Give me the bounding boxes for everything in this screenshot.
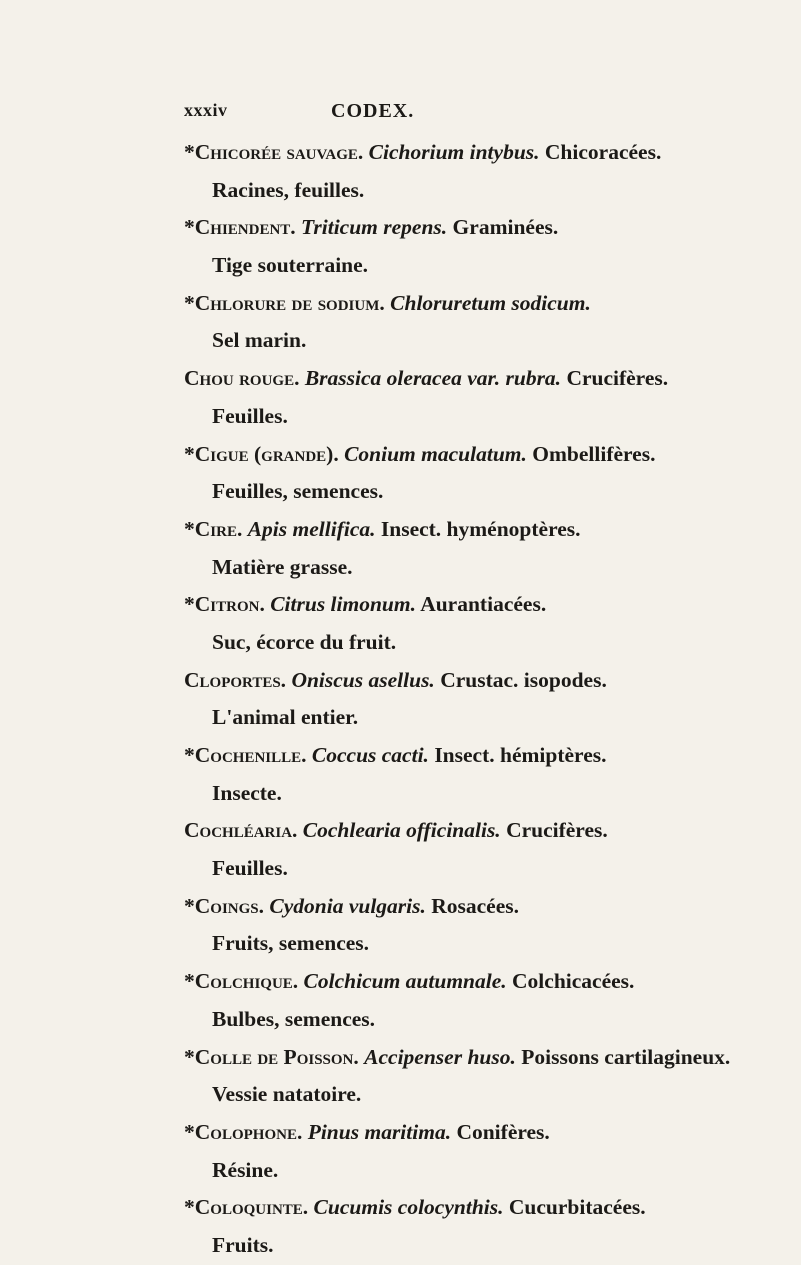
entry-name: Coloquinte. — [194, 1195, 309, 1220]
entry-latin: Apis mellifica. — [247, 516, 376, 541]
entry-family: Aurantiacées. — [420, 592, 547, 617]
entry-parts: Matière grasse. — [212, 554, 353, 579]
entry-parts: Bulbes, semences. — [212, 1006, 376, 1031]
entry-name: Chicorée — [194, 140, 282, 164]
entry-name: Colchique. — [194, 969, 299, 994]
entry-name: Chlorure — [194, 290, 287, 315]
entry-name: Citron. — [194, 592, 265, 617]
entry-name: Colophone. — [194, 1119, 303, 1144]
entry-head — [184, 586, 784, 624]
entry-name: Colle — [194, 1044, 252, 1069]
entry-family: Graminées. — [452, 215, 559, 240]
entry-name: Cochléaria. — [184, 818, 298, 843]
entry-head — [184, 662, 784, 700]
entry-star: * — [184, 592, 195, 617]
entry-family: Crustac. isopodes. — [440, 667, 607, 692]
entry-head — [184, 1189, 784, 1227]
entry-parts: Tige souterraine. — [212, 253, 369, 278]
entry-name: Cire. — [194, 516, 243, 541]
page-header — [184, 100, 704, 124]
entry-head — [184, 1114, 784, 1152]
entry-latin: Accipenser huso. — [364, 1044, 516, 1069]
entry-qualifier: rouge. — [239, 366, 300, 391]
entry-latin: Cydonia vulgaris. — [269, 893, 426, 918]
entry-latin: Coccus cacti. — [311, 743, 429, 767]
entry-head — [184, 963, 784, 1001]
entry-family: Conifères. — [456, 1119, 550, 1144]
entry-head — [184, 134, 784, 172]
entry-head — [184, 812, 784, 850]
entry-name: Cochenille. — [194, 743, 307, 767]
entry-family: Insect. hyménoptères. — [380, 516, 581, 541]
entry-parts: Suc, écorce du fruit. — [212, 629, 397, 654]
entry-latin: Triticum repens. — [301, 215, 448, 240]
entry-latin: Pinus maritima. — [307, 1119, 452, 1144]
entry-family: Rosacées. — [431, 893, 520, 918]
entry-family: Poissons cartilagineux. — [521, 1044, 731, 1069]
entry-head — [184, 209, 784, 247]
entry-family: Insect. hémiptères. — [434, 743, 607, 767]
entry-parts: Vessie natatoire. — [212, 1082, 362, 1107]
entry-latin: Brassica oleracea var. rubra. — [304, 366, 562, 391]
entry-head — [184, 888, 784, 926]
entry-parts: Feuilles, semences. — [212, 479, 384, 504]
entry-head — [184, 436, 784, 474]
entry-name: Chou — [184, 366, 234, 391]
entry-name: Cloportes. — [184, 667, 287, 692]
entry-parts: Fruits, semences. — [212, 931, 370, 956]
entry-star: * — [184, 441, 195, 466]
entry-name: Cigue — [194, 441, 249, 466]
entry-parts: Racines, feuilles. — [212, 177, 365, 202]
entry-family: Ombellifères. — [532, 441, 656, 466]
entry-head — [184, 1039, 784, 1077]
entry-star: * — [184, 516, 195, 541]
entry-latin: Chloruretum sodicum. — [390, 290, 591, 315]
entry-parts: Insecte. — [212, 780, 282, 805]
entry-star: * — [184, 743, 195, 767]
entry-family: Cucurbitacées. — [508, 1195, 646, 1220]
entry-qualifier: de Poisson. — [257, 1044, 359, 1069]
entry-family: Crucifères. — [506, 818, 608, 843]
entry-latin: Conium maculatum. — [344, 441, 527, 466]
entry-latin: Colchicum autumnale. — [303, 969, 507, 994]
running-title: CODEX. — [331, 100, 415, 122]
entry-head — [184, 285, 784, 323]
entry-name: Chiendent. — [194, 215, 296, 240]
entry-star: * — [184, 893, 195, 918]
entry-latin: Citrus limonum. — [270, 592, 416, 617]
entry-star: * — [184, 1195, 195, 1220]
entry-qualifier: (grande). — [254, 441, 339, 466]
entry-parts: Résine. — [212, 1157, 279, 1182]
entry-star: * — [184, 290, 195, 315]
entry-head — [184, 511, 784, 549]
entry-parts: Feuilles. — [212, 856, 288, 881]
entry-head — [184, 360, 784, 398]
entry-star: * — [184, 1044, 195, 1069]
entry-parts: L'animal entier. — [212, 705, 359, 730]
page-number: xxxiv — [184, 100, 228, 120]
entry-family: Colchicacées. — [512, 969, 635, 994]
entry-qualifier: sauvage. — [286, 140, 364, 164]
entry-star: * — [184, 1119, 195, 1144]
entry-latin: Oniscus asellus. — [291, 667, 435, 692]
entry-star: * — [184, 215, 195, 240]
entry-latin: Cichorium intybus. — [368, 140, 540, 164]
entry-star: * — [184, 969, 195, 994]
entry-family: Chicoracées. — [544, 140, 662, 164]
entry-parts: Fruits. — [212, 1232, 274, 1257]
entry-parts: Sel marin. — [212, 328, 307, 353]
entry-head — [184, 737, 784, 775]
entry-latin: Cucumis colocynthis. — [313, 1195, 504, 1220]
entry-star: * — [184, 140, 195, 164]
entry-list — [184, 134, 784, 1265]
entry-qualifier: de sodium. — [291, 290, 385, 315]
entry-parts: Feuilles. — [212, 403, 288, 428]
entry-latin: Cochlearia officinalis. — [302, 818, 501, 843]
entry-name: Coings. — [194, 893, 264, 918]
entry-family: Crucifères. — [566, 366, 669, 391]
